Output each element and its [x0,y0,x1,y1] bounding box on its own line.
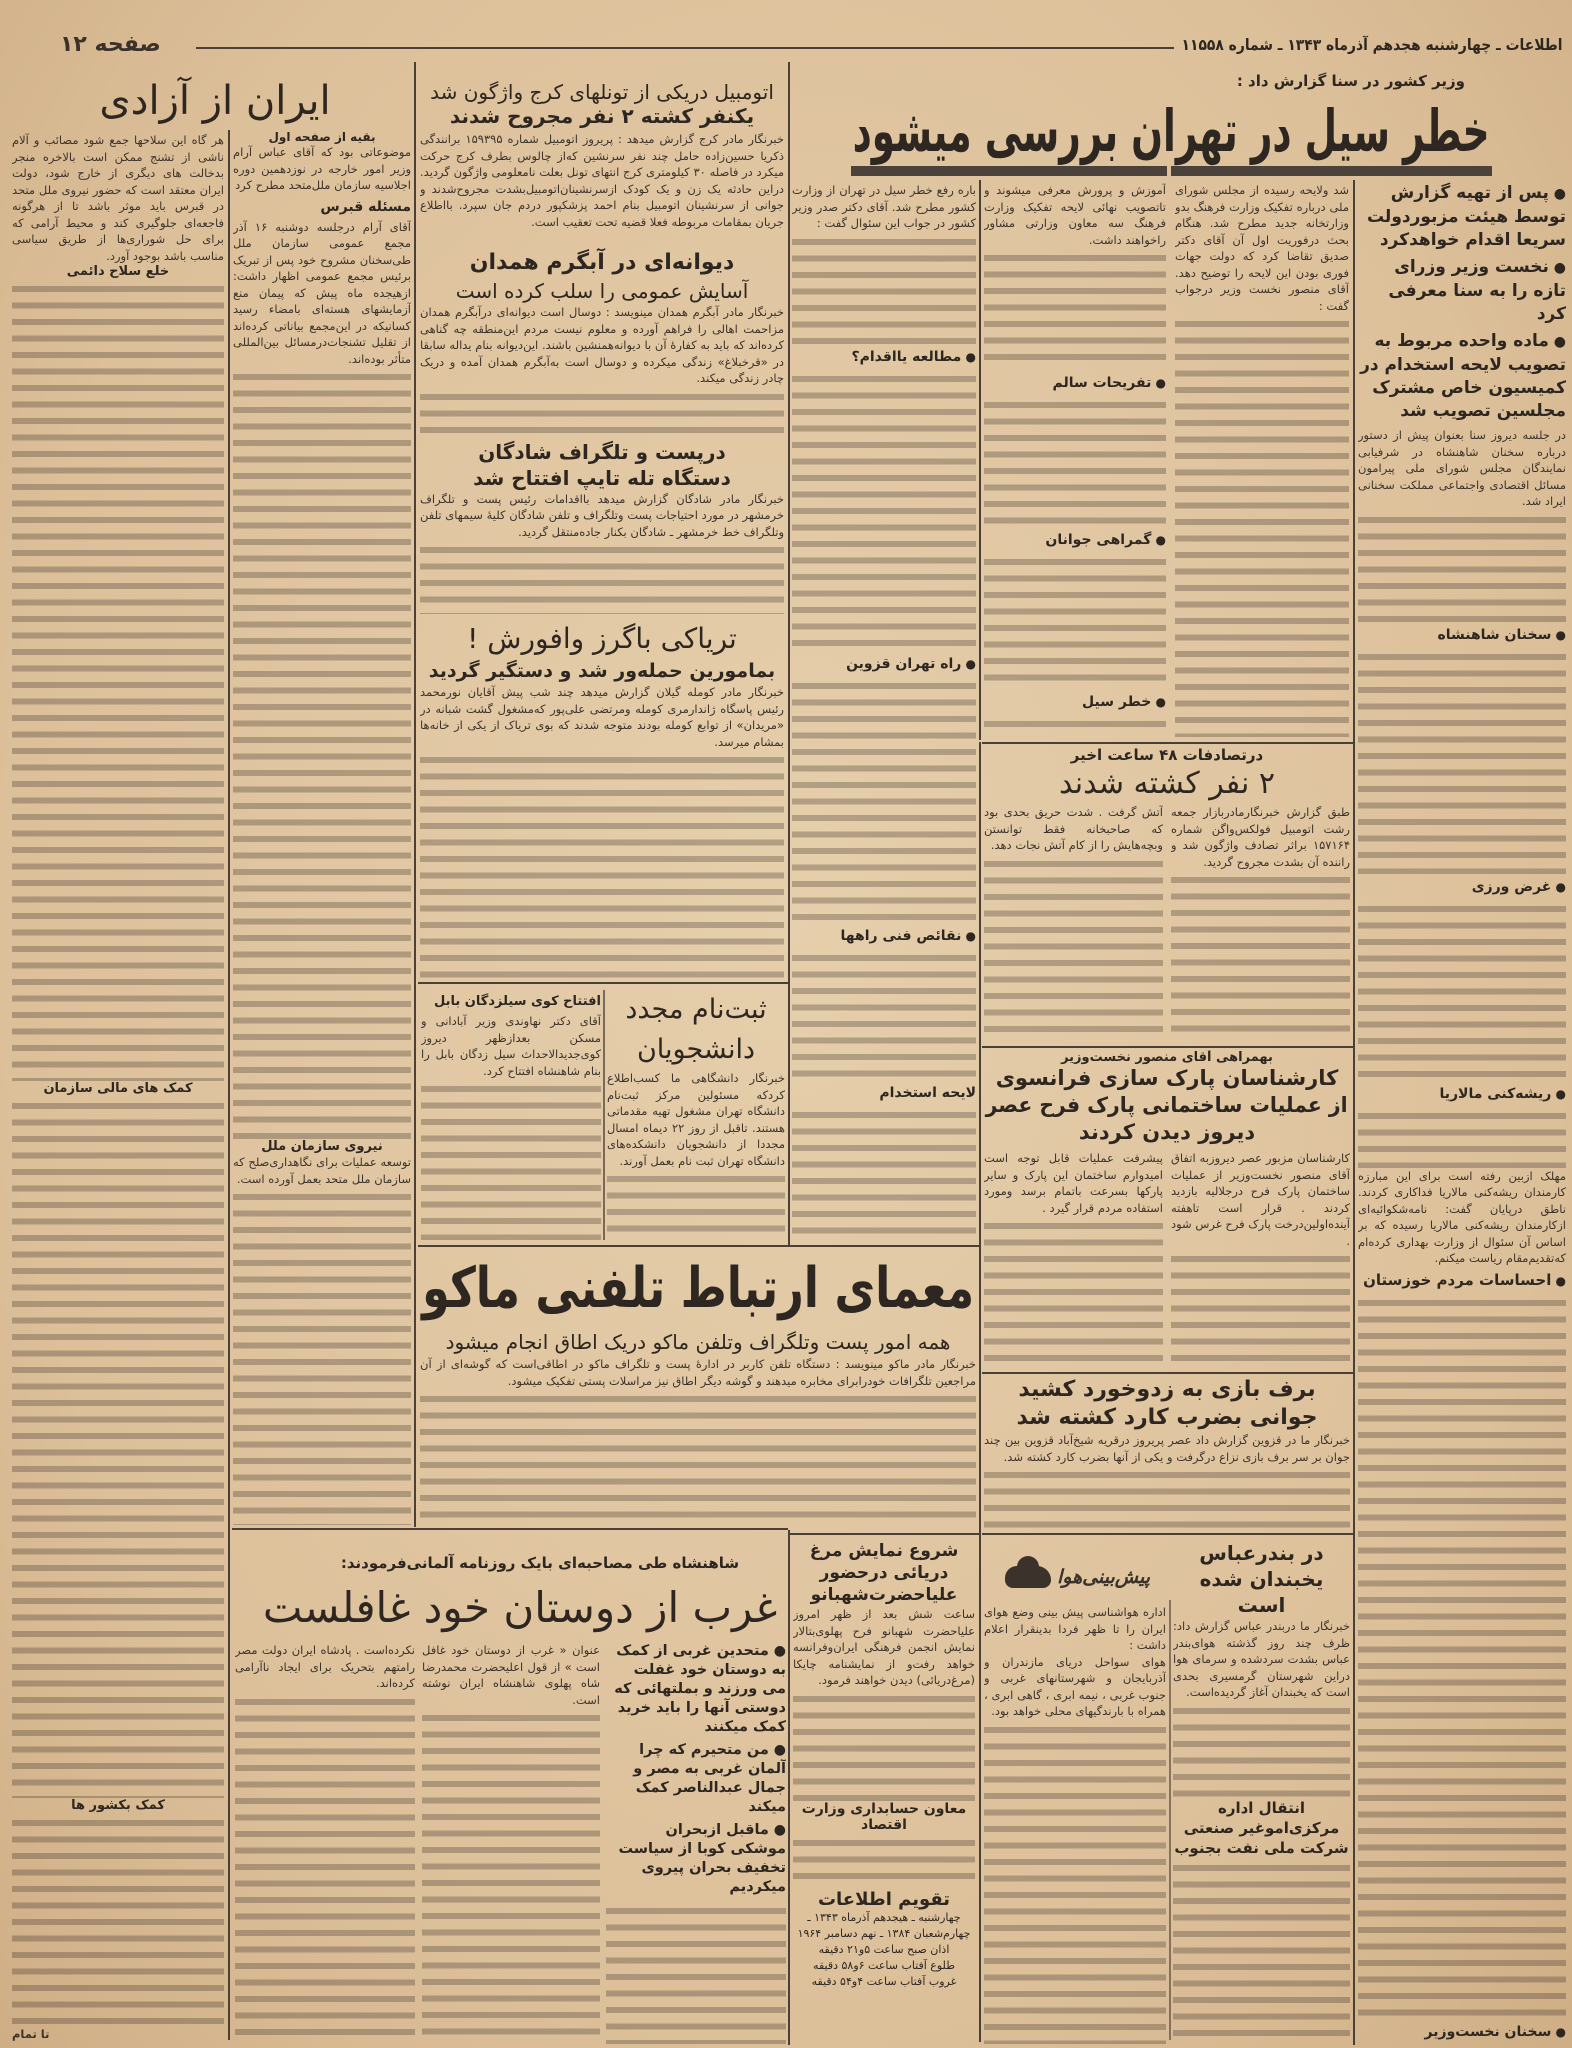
finance-subhead: معاون حسابداری وزارت اقتصاد [801,1800,967,1833]
flood-headline-box [851,98,1492,164]
page-number: صفحه ۱۲ [60,32,161,57]
middle-column [420,80,784,980]
students-headline: ثبت‌نام مجدد دانشجویان [625,994,767,1065]
text-lines [984,554,1166,689]
interview-bullet: ● متحدین غربی از کمک به دوستان خود غفلت می ورزند و بملتهائی که دوستی آنها را باید خرید کمک میکنند [606,1642,786,1737]
text-lines [12,1815,224,2026]
flood-headline: خطر سیل در تهران بررسی میشود [853,97,1490,165]
text-lines [235,1694,415,2045]
shah-interview-headline: غرب از دوستان خود غافلست [262,1583,778,1632]
section-rule [418,1245,979,1247]
text-lines [1358,1295,1566,2020]
text-lines [12,281,224,1081]
subhead-cyprus: مسئله قبرس [320,198,411,215]
flood-text: آموزش و پرورش معرفی میشوند و تاتصویب نهائی لایحه تفکیک وزارت فرهنگ سه معاون وزارتی مشاور راخواهند داشت. [984,183,1166,247]
car-crash-subhead: یکنفر کشته ۲ نفر مجروح شدند [449,104,755,128]
text-lines [984,1467,1350,1530]
flood-column-b [984,182,1166,737]
text-lines [792,371,976,651]
text-lines [792,950,976,1080]
text-lines [607,1171,785,1240]
car-crash-headline-box [420,80,784,104]
text-lines [1358,512,1566,622]
snow-text: خبرنگار ما در قزوین گزارش داد عصر پریروز درقریه شیخ‌آباد قزوین بین چند جوان بر سر برف بازی نزاع درگرفت و یکی از آنها بضرب کارد کشته شد. [984,1433,1350,1464]
shah-interview-kicker: شاهنشاه طی مصاحبه‌ای بایک روزنامه آلمانی‌فرمودند: [340,1554,740,1572]
shah-interview-column [422,1642,600,2044]
weather-column [984,1604,1166,2044]
text-lines [420,752,784,980]
accident-kicker-box [984,746,1350,764]
snow-story [984,1376,1350,1530]
section-rule [982,1372,1353,1374]
continued-label-box [233,130,411,144]
iran-freedom-headline: ایران از آزادی [99,78,331,124]
parks-headline-line: دیروز دیدن کردند [1078,1120,1256,1144]
iran-freedom-text: موضوعاتی بود که آقای عباس آرام وزیر امور خارجه در نوزدهمین دوره اجلاسیه سازمان ملل‌متحد مطرح کرد [233,145,411,192]
text-lines [12,1098,224,1798]
column-rule [228,130,230,2040]
interview-bullet: ● من متحیرم که چرا آلمان غربی به مصر و جمال عبدالناصر کمک میکند [606,1741,786,1817]
column-rule [788,62,790,1245]
calendar-line-box [793,1926,975,1942]
seagull-headline: شروع نمایش مرغ دریائی درحضور علیاحضرت‌شهبانو [809,1541,959,1605]
calendar-line-box [793,1942,975,1958]
interview-text: نکرده‌است . پادشاه ایران دولت مصر رامتهم بتحریک برای ایجاد ناآرامی کرده‌اند. [235,1643,415,1690]
opium-headline: تریاکی باگرز وافورش ! [467,622,737,655]
flood-right-column [1358,182,1566,2044]
calendar-title: تقویم اطلاعات [817,1888,951,1910]
iran-freedom-column-1 [12,132,224,2042]
text-lines [420,542,784,614]
cloud-icon [1005,1566,1051,1588]
section-rule [982,1046,1353,1048]
parks-text: پیشرفت عملیات قابل توجه است امیدوارم ساختمان این پارک و سایر پارکها بسرعت باتمام برسد ومورد استفاده مردم قرار گیرد . [984,1151,1163,1215]
calendar-line-box [793,1910,975,1926]
subhead-aid-to-countries: کمک بکشور ها [71,1798,165,1813]
iran-freedom-column-2 [233,130,411,1525]
hamedan-subhead-box [420,278,784,304]
calendar-line: غروب آفتاب ساعت ۴و۵۴ دقیقه [811,1974,957,1988]
interview-text: عنوان « غرب از دوستان خود غافل است » از قول اعلیحضرت محمدرضا شاه پهلوی شاهنشاه ایران نوشته است. [422,1643,600,1707]
flood-bullet: ● ماده واحده مربوط به تصویب لایحه استخدام در کمیسیون خاص مشترک مجلسین تصویب شد [1358,330,1566,423]
column-rule [979,742,981,2042]
column-rule [788,1530,790,2045]
flood-right-text: در جلسه دیروز سنا بعنوان پیش از دستور درباره سخنان شاهنشاه در شرفیابی نمایندگان مجلس شورای ملی پیرامون مسائل اقتصادی واجتماعی مملکت سخنانی ایراد شد. [1358,428,1566,508]
text-lines [1171,1251,1350,1368]
accident-headline-box [984,764,1350,804]
malaria-text: مهلک ازبین رفته است برای این مبارزه کارمندان ریشه‌کنی مالاریا فداکاری کردند. ناطق درپایان گفت: نامه‌شکوائیه‌ای ازکارمندان ریشه‌کنی مالاریا رسیده که بر اساس آن سئوال از وزارت بهداری کرده‌ام که‌تقدیم‌مقام ریاست میکنم. [1358,1168,1566,1265]
parks-kicker: بهمراهی آقای منصور نخست‌وزیر [1061,1050,1273,1065]
accident-story [984,746,1350,1042]
calendar-line-box [793,1958,975,1974]
shah-interview-column [235,1642,415,2044]
flood-column-c [792,182,976,1242]
bandar-abbas-story [1173,1540,1350,2044]
parks-headline-line: از عملیات ساختمانی پارک فرح عصر [986,1093,1348,1117]
makou-story [420,1250,976,1524]
calendar-line: چهارم‌شعبان ۱۳۸۴ ـ نهم دسامبر ۱۹۶۴ [797,1926,971,1940]
issue-line: اطلاعات ـ چهارشنبه هجدهم آذرماه ۱۳۴۳ ـ شماره ۱۱۵۵۸ [1182,36,1563,54]
parks-headline-line: کارشناسان پارک سازی فرانسوی [995,1066,1339,1090]
shah-interview-headline-box [260,1582,780,1634]
text-lines [422,1710,600,2044]
text-lines [1171,872,1350,1042]
parks-kicker-box [984,1050,1350,1065]
babol-headline: افتتاح کوی سیلزدگان بابل [434,994,601,1009]
subhead-flood-risk: ● خطر سیل [984,693,1166,712]
text-lines [1358,901,1566,1081]
subhead-un-finances-box [12,1081,224,1096]
section-rule [982,742,1353,744]
column-rule [1169,1600,1171,2040]
bandar-abbas-headline: در بندرعباس یخبندان شده است [1199,1541,1324,1617]
shadegan-text: خبرنگار مادر شادگان گزارش میدهد بااقدامات رئیس پست و تلگراف خرمشهر در مورد احتیاجات پست وتلگراف و تلفن شادگان کلیهٔ سیمهای تلفن وتلگراف خط خرمشهر ـ شادگان بکنار جاده‌منتقل گردید. [420,491,784,539]
makou-subhead: همه امور پست وتلگراف وتلفن ماکو دریک اطاق انجام میشود [445,1330,951,1354]
makou-subhead-box [420,1328,976,1356]
end-mark: تا تمام [12,2026,50,2041]
text-lines [984,1218,1163,1368]
subhead-road-defects: ● نقائص فنی راهها [792,927,976,946]
seagull-text: ساعت شش بعد از ظهر امروز علیاحضرت شهبانو فرح پهلوی‌بتالار نمایش انجمن فرهنگی ایران‌وفرانسه خواهد رفت‌و از نمایشنامه چایکا (مرغ‌دریائی) دیدن خواهند فرمود. [793,1607,975,1687]
text-lines [984,1722,1166,2045]
opium-headline-box [420,620,784,658]
subhead-pm-remarks: ● سخنان نخست‌وزیر [1358,2023,1566,2042]
weather-text: هوای سواحل دریای مازندران و آذربایجان و شهرستانهای غربی و جنوب غربی ، نیمه ابری ، گاهی ابری ، همراه با بارندگیهای محلی خواهد بود. [984,1654,1166,1718]
hamedan-headline: دیوانه‌ای در آبگرم همدان [469,250,735,275]
parks-text: کارشناسان مزبور عصر دیروزبه اتفاق آقای منصور نخست‌وزیر از عملیات ساختمان پارک فرح درجلالیه بازدید کردند . قرار است تاهفته آینده‌اولین‌درخت پارک فرح غرس شود . [1171,1151,1350,1248]
babol-text: آقای دکتر نهاوندی وزیر آبادانی و مسکن بعدازظهر دیروز کوی‌جدیدالاحداث سیل زدگان بابل را بنام شاهنشاه افتتاح کرد. [421,1014,601,1078]
text-lines [792,234,976,344]
subhead-aid-to-countries-box [12,1798,224,1813]
subhead-tehran-qazvin-road: ● راه تهران قزوین [792,655,976,674]
text-lines [1358,649,1566,874]
section-rule [232,1528,788,1530]
subhead-un-force: نیروی سازمان ملل [261,1139,383,1154]
weather-forecast-logo [990,1556,1165,1598]
accident-headline: ۲ نفر کشته شدند [1059,766,1275,801]
iran-freedom-headline-box [20,74,410,128]
students-text: خبرنگار دانشگاهی ما کسب‌اطلاع کردکه مسئولین مرکز ثبت‌نام دانشگاه تهران مشغول تهیه مقدماتی هستند. تاقبل از روز ۲۲ دیماه امسال مجددا از دانشجویان دانشکده‌های دانشگاه تهران ثبت نام بعمل آورند. [607,1071,785,1168]
text-lines [420,389,784,439]
issue-line-box [1180,36,1565,54]
subhead-employment-bill: لایحه استخدام [879,1084,976,1101]
bandar-abbas-text: خبرنگار ما دربندر عباس گزارش داد: ظرف چند روز گذشته هوای‌بندر عباس بشدت سردشده و سرمای هوا دراین شهرستان گرمسیری بحدی است که یخبندان آغاز گردیده‌است. [1173,1619,1350,1699]
shadegan-kicker-box [420,439,784,465]
car-crash-text: خبرنگار مادر کرج گزارش میدهد : پریروز اتومبیل شماره ۱۵۹۳۹۵ برانندگی ذکریا حسین‌زاده حامل چند نفر سرنشین که‌از چالوس بطرف کرج حرکت میکرد در فاصله ۳۰ کیلومتری کرج انتهای تونل بعلت نامعلومی واژگون گردید. دراین حادثه یک زن و یک کودک ازسرنشینان‌اتومبیل‌بشدت مجروح‌شدند و جوانی از سرنشینان اتومبیل بنام احمد پزشکپور دردم جان سپرد. بااطلاع جریان بمقامات مربوطه فعلا قضیه تحت تعقیب است. [420,132,784,229]
hamedan-subhead: آسایش عمومی را سلب کرده است [455,279,749,303]
text-lines [420,1391,976,1524]
flood-column-a [1175,182,1349,737]
shah-interview-bullets [606,1642,786,2044]
oil-subhead: انتقال اداره مرکزی‌اموغیر صنعتی شرکت ملی نفت بجنوب [1174,1798,1349,1857]
subhead-bias: ● غرض ورزی [1358,878,1566,897]
column-rule [414,62,416,1527]
makou-headline: معمای ارتباط تلفنی ماکو [421,1256,974,1321]
subhead-un-finances: کمک های مالی سازمان [43,1081,193,1096]
text-lines [984,856,1163,1043]
column-rule [603,990,605,1240]
flood-kicker: وزیر کشور در سنا گزارش داد : [1236,72,1465,90]
iran-freedom-text: توسعه عملیات برای نگاهداری‌صلح که سازمان ملل متحد بعمل آورده است. [233,1155,411,1186]
hamedan-text: خبرنگار مادر آبگرم همدان مینویسد : دوسال است دیوانه‌ای درآبگرم همدان مزاحمت اهالی را فراهم آورده و معلوم نیست مردم این‌منطقه چه گناهی کرده‌اند که باید به کفارهٔ آن با دیوانه‌همنشین باشند. این‌دیوانه بنام یداله سابقا در «قرخبلاغ» زندگی میکرده و دوسال است به‌آبگرم همدان آمده و دریک چادر زندگی میکند. [420,305,784,385]
accident-text: آتش گرفت . شدت حریق بحدی بود که صاحبخانه فقط توانستن وبچه‌هایش را از کام آتش نجات دهد. [984,805,1163,852]
text-lines [1358,1108,1566,1168]
subhead-un-force-box [233,1139,411,1154]
accident-kicker: درتصادفات ۴۸ ساعت اخیر [1070,746,1264,764]
shadegan-kicker: درپست و تلگراف شادگان [478,439,726,464]
text-lines [233,1189,411,1525]
flood-bullet: ● پس از تهیه گزارش توسط هیئت مزبوردولت سریعا اقدام خواهدکرد [1358,182,1566,252]
calendar-line-box [793,1974,975,1990]
text-lines [793,1691,975,1801]
shadegan-headline-box [420,465,784,491]
calendar-title-box [793,1889,975,1910]
students-story [607,990,785,1240]
iran-freedom-text: آقای آرام درجلسه دوشنبه ۱۶ آذر مجمع عمومی سازمان ملل طی‌سخنان مشروح خود پس از تبریک برئیس مجمع عمومی اظهار داشت: ازهیجده ماه پیش که پیمان منع آزمایشهای هسته‌ای بامضاء رسید کسانیکه در این‌مجمع بیاناتی کرده‌اند از تقلیل تشنجات‌درمسائل بین‌المللی متأثر بوده‌اند. [233,219,411,366]
seagull-story [793,1540,975,2045]
parks-headline-box [984,1065,1350,1092]
parks-headline-box [984,1092,1350,1119]
text-lines [984,250,1166,370]
subhead-shah-remarks: ● سخنان شاهنشاه [1358,626,1566,645]
section-rule [982,1533,1353,1535]
text-lines [1173,1703,1350,1798]
flood-text: شد ولایحه رسیده از مجلس شورای ملی درباره تفکیک وزارت فرهنگ بدو وزارتخانه جدید مطرح شد. هنگام بحث درفوریت اول آن آقای دکتر صدیق تقاضا کرد که دولت جهات فوری بودن این لایحه را توضیح دهد. آقای منصور نخست وزیر درجواب گفت : [1175,183,1349,313]
flood-bullet: ● نخست وزیر وزرای تازه را به سنا معرفی کرد [1358,256,1566,326]
hamedan-headline-box [420,248,784,278]
column-rule [979,180,981,740]
subhead-khuzestan: ● احساسات مردم خوزستان [1358,1271,1566,1291]
subhead-malaria: ● ریشه‌کنی مالاریا [1358,1085,1566,1104]
subhead-youth: ● گمراهی جوانان [984,531,1166,550]
parks-headline-box [984,1119,1350,1146]
babol-story [421,988,601,1240]
headline-bar [851,166,1167,176]
opium-text: خبرنگار مادر کومله گیلان گزارش میدهد چند شب پیش آقایان نورمحمد رئیس پاسگاه ژاندارمری کومله ومرتضی علی‌پور که‌مشغول گشت شبانه در «مریدان» از توابع کومله بودند متوجه شدند که بوی تریاک از یکی از خانه‌ها بمشام میرسد. [420,685,784,749]
calendar-line: اذان صبح ساعت ۵و۲۱ دقیقه [818,1942,950,1956]
text-lines [1173,1860,1350,2045]
text-lines [984,716,1166,737]
opium-subhead-box [420,658,784,684]
text-lines [792,678,976,923]
snow-subhead: جوانی بضرب کارد کشته شد [1016,1405,1318,1430]
flood-text: باره رفع خطر سیل در تهران از وزارت کشور مطرح شد. آقای دکتر صدر وزیر کشور در جواب این سئوال گفت : [792,183,976,230]
interview-bullet: ● ماقبل ازبحران موشکی کوبا از سیاست تخفیف بحران پیروی میکردیم [606,1821,786,1897]
text-lines [233,369,411,1139]
shadegan-headline: دستگاه تله تایپ افتتاح شد [473,465,731,490]
shah-interview-kicker-box [300,1552,780,1574]
subhead-recreation: ● تفریحات سالم [984,374,1166,393]
accident-text: طبق گزارش خبرنگارمادربازار جمعه رشت اتومبیل فولکس‌واگن شماره ۱۵۷۱۶۴ براثر تصادف واژگون شد و راننده آن بشدت مجروح گردید. [1171,805,1350,869]
subhead-disarmament-box [12,264,224,279]
headline-bar [1171,166,1492,176]
text-lines [984,397,1166,527]
weather-text: اداره هواشناسی پیش بینی وضع هوای ایران را تا ظهر فردا بدینقرار اعلام داشت : [984,1605,1166,1652]
continued-label: بقیه از صفحه اول [268,130,376,144]
makou-headline-box [420,1250,976,1328]
text-lines [1175,316,1349,737]
car-crash-headline: اتومبیل دریکی از تونلهای کرج واژگون شد [430,80,774,104]
calendar-line: طلوع آفتاب ساعت ۶و۵۸ دقیقه [813,1958,955,1972]
header-rule [196,47,1174,49]
calendar-line: چهارشنبه ـ هیجدهم آذرماه ۱۳۴۳ ـ [807,1910,961,1924]
makou-text: خبرنگار مادر ماکو مینویسد : دستگاه تلفن کاربر در ادارهٔ پست و تلگراف ماکو در اطاقی‌است که گوشه‌ای از آن مراجعین تلگرافات خودرابرای مخابره میدهند و گوشه دیگر اطاق نیز مراسلات پستی تفکیک میشود. [420,1357,976,1388]
column-rule [1353,180,1355,2045]
subhead-disarmament: خلع سلاح دائمی [66,264,170,279]
subhead-study-or-action: ● مطالعه یااقدام؟ [792,348,976,367]
text-lines [792,1107,976,1243]
section-rule [790,1533,979,1535]
snow-headline-box [984,1376,1350,1404]
opium-subhead: بمامورین حمله‌ور شد و دستگیر گردید [428,660,776,682]
snow-subhead-box [984,1404,1350,1432]
parks-story [984,1050,1350,1368]
iran-freedom-text: هر گاه این سلاحها جمع شود مصائب و آلام ناشی از تشنج ممکن است بالاخره منجر بدخالت های دیگری از خارج شود، دولت ایران معتقد است که حضور نیروی ملل متحد در قبرس باید موثر باشد تا از هرگونه فاجعه‌ای جلوگیری کند و محیط آرامی که برای حل شوراری‌ها از طریق سیاسی مناسب باشد بوجود آورد. [12,133,224,263]
weather-logo-text: پیش‌بینی‌هوا [1057,1566,1150,1588]
section-rule [418,982,788,984]
car-crash-subhead-box [420,104,784,128]
text-lines [606,1903,786,2044]
snow-headline: برف بازی به زدوخورد کشید [1018,1377,1316,1402]
text-lines [421,1081,601,1240]
text-lines [793,1835,975,1885]
